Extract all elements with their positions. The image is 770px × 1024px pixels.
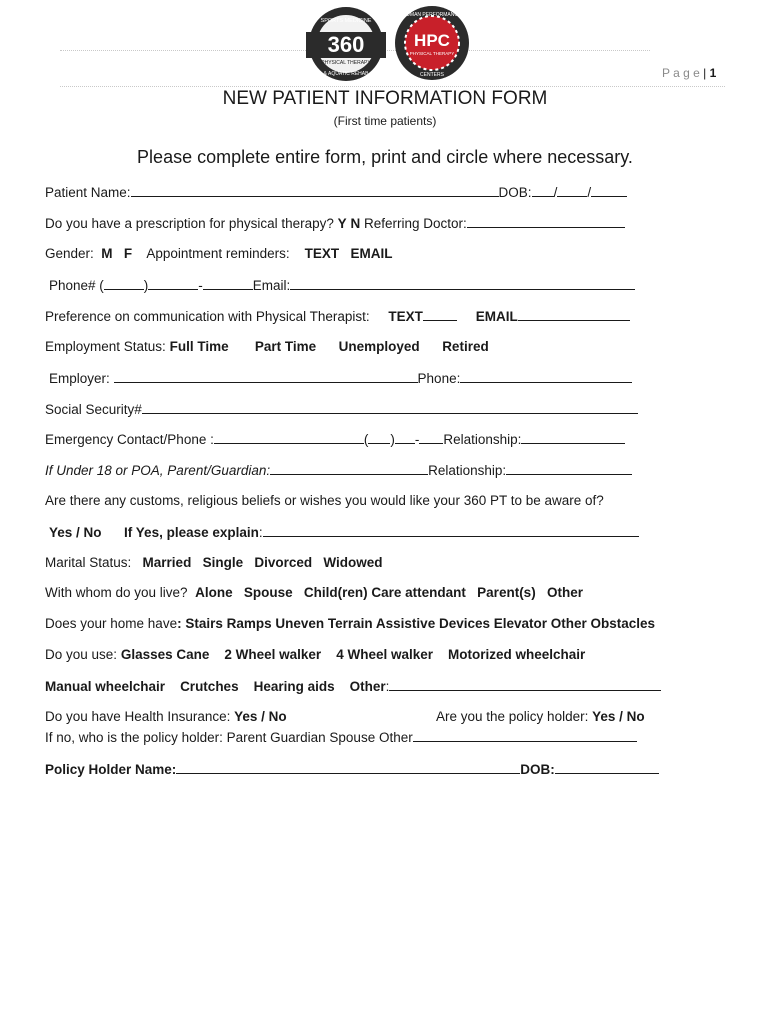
home-features-colon: : [177, 616, 182, 631]
ssn-label: Social Security# [45, 402, 142, 417]
insurance-yes-no[interactable]: Yes / No [234, 709, 287, 724]
emergency-dash: - [414, 432, 420, 447]
dob-month-field[interactable] [532, 184, 554, 197]
page-num: 1 [709, 66, 717, 80]
who-policy-holder-text: If no, who is the policy holder: Parent Guardian Spouse Other [45, 730, 413, 745]
emergency-contact-row [45, 431, 625, 447]
home-features-options[interactable]: Stairs Ramps Uneven Terrain Assistive Devices Elevator Other Obstacles [185, 616, 656, 631]
gender-f[interactable]: F [123, 246, 133, 261]
human-performance-hpc-logo [394, 4, 470, 82]
dob-sep: / [587, 185, 592, 200]
employment-full-time[interactable]: Full Time [169, 339, 229, 354]
form-instruction: Please complete entire form, print and circle where necessary. [137, 147, 633, 167]
aid-other[interactable]: Other [349, 679, 386, 694]
live-other[interactable]: Other [546, 585, 583, 600]
guardian-relationship-label: Relationship: [428, 463, 507, 478]
employer-row [49, 370, 632, 386]
live-with-label: With whom do you live? [45, 585, 188, 600]
logo-right-big: HPC [414, 31, 450, 50]
prescription-no[interactable]: N [350, 216, 361, 231]
prescription-question: Do you have a prescription for physical therapy? [45, 216, 334, 231]
pref-email-field[interactable] [518, 308, 630, 321]
aid-glasses-cane[interactable]: Glasses Cane [120, 647, 210, 662]
mobility-aids-row-2 [45, 678, 661, 694]
emergency-contact-field[interactable] [214, 431, 364, 444]
employer-phone-label: Phone: [417, 371, 461, 386]
guardian-field[interactable] [270, 462, 428, 475]
customs-yes-no[interactable]: Yes / No [49, 525, 102, 540]
aid-crutches[interactable]: Crutches [180, 679, 239, 694]
page-number: P a g e | 1 [662, 66, 717, 80]
policy-holder-dob-label: DOB: [520, 762, 555, 777]
dob-label: DOB: [498, 185, 532, 200]
pref-text-field[interactable] [423, 308, 457, 321]
communication-pref-row [45, 308, 630, 324]
guardian-label: If Under 18 or POA, Parent/Guardian: [45, 463, 271, 478]
emergency-paren: ) [390, 432, 395, 447]
appointment-reminders-label: Appointment reminders: [146, 246, 290, 261]
emergency-paren: ( [363, 432, 369, 447]
emergency-line-field[interactable] [419, 431, 443, 444]
employment-part-time[interactable]: Part Time [254, 339, 317, 354]
emergency-relationship-field[interactable] [521, 431, 625, 444]
marital-single[interactable]: Single [202, 555, 244, 570]
insurance-row [45, 709, 287, 724]
aid-other-colon: : [385, 679, 390, 694]
who-policy-holder-row [45, 729, 637, 745]
phone-paren: ) [143, 278, 149, 293]
employment-row [45, 339, 489, 354]
dob-year-field[interactable] [591, 184, 627, 197]
communication-pref-label: Preference on communication with Physical Therapist: [45, 309, 370, 324]
reminder-email[interactable]: EMAIL [350, 246, 393, 261]
header-rule-bottom [60, 86, 725, 87]
insurance-label: Do you have Health Insurance: [45, 709, 231, 724]
logo-left-top: SPORTS MEDICINE [320, 18, 372, 24]
explain-field[interactable] [263, 524, 639, 537]
aid-hearing-aids[interactable]: Hearing aids [253, 679, 335, 694]
employer-phone-field[interactable] [460, 370, 632, 383]
email-label: Email: [252, 278, 291, 293]
guardian-row [45, 462, 632, 478]
live-alone[interactable]: Alone [195, 585, 233, 600]
dob-sep: / [553, 185, 558, 200]
who-policy-holder-field[interactable] [413, 729, 637, 742]
employment-retired[interactable]: Retired [442, 339, 489, 354]
policy-holder-dob-field[interactable] [555, 761, 659, 774]
mobility-aids-row [45, 647, 585, 662]
marital-married[interactable]: Married [142, 555, 192, 570]
phone-email-row [49, 277, 635, 293]
emergency-prefix-field[interactable] [395, 431, 415, 444]
aid-4-wheel-walker[interactable]: 4 Wheel walker [336, 647, 433, 662]
aid-manual-wheelchair[interactable]: Manual wheelchair [45, 679, 166, 694]
aid-motorized-wheelchair[interactable]: Motorized wheelchair [448, 647, 586, 662]
home-features-label: Does your home have [45, 616, 178, 631]
phone-area-field[interactable] [104, 277, 144, 290]
prescription-yes[interactable]: Y [337, 216, 347, 231]
gender-label: Gender: [45, 246, 94, 261]
logo-left-mid: PHYSICAL THERAPY [321, 60, 371, 66]
employer-field[interactable] [114, 370, 418, 383]
form-subtitle: (First time patients) [333, 114, 437, 128]
ssn-field[interactable] [142, 401, 638, 414]
patient-name-field[interactable] [131, 184, 499, 197]
logo-right-top: HUMAN PERFORMANCE [402, 12, 462, 18]
employer-label: Employer: [49, 371, 110, 386]
ssn-row [45, 401, 638, 417]
logo-left-bottom: & AQUATIC REHAB [323, 71, 369, 77]
policy-holder-yes-no[interactable]: Yes / No [592, 709, 645, 724]
marital-divorced[interactable]: Divorced [254, 555, 313, 570]
policy-holder-question [436, 709, 645, 724]
phone-line-field[interactable] [203, 277, 253, 290]
emergency-contact-label: Emergency Contact/Phone : [45, 432, 214, 447]
customs-question: Are there any customs, religious beliefs or wishes you would like your 360 PT to be aware of? [45, 493, 604, 508]
form-title: NEW PATIENT INFORMATION FORM [222, 88, 548, 109]
dob-day-field[interactable] [557, 184, 587, 197]
policy-holder-label: Are you the policy holder: [436, 709, 589, 724]
marital-row [45, 555, 383, 570]
policy-holder-name-label: Policy Holder Name: [45, 762, 177, 777]
employment-unemployed[interactable]: Unemployed [338, 339, 420, 354]
emergency-area-field[interactable] [368, 431, 390, 444]
gender-row [45, 246, 392, 261]
phone-label: Phone# ( [49, 278, 104, 293]
emergency-relationship-label: Relationship: [443, 432, 522, 447]
gender-m[interactable]: M [101, 246, 113, 261]
live-parents[interactable]: Parent(s) [477, 585, 536, 600]
referring-doctor-field[interactable] [467, 215, 625, 228]
live-children-care[interactable]: Child(ren) Care attendant [303, 585, 466, 600]
live-with-row [45, 585, 583, 600]
logo-left-big: 360 [327, 32, 365, 57]
pref-text[interactable]: TEXT [388, 309, 423, 324]
referring-doctor-label: Referring Doctor: [363, 216, 467, 231]
policy-holder-name-row [45, 761, 659, 777]
aid-2-wheel-walker[interactable]: 2 Wheel walker [224, 647, 322, 662]
marital-label: Marital Status: [45, 555, 132, 570]
explain-label: If Yes, please explain [124, 525, 259, 540]
logo-right-mid: PHYSICAL THERAPY [409, 51, 455, 56]
sports-medicine-360-logo [302, 6, 390, 82]
phone-dash: - [198, 278, 203, 293]
email-field[interactable] [290, 277, 635, 290]
policy-holder-name-field[interactable] [176, 761, 520, 774]
page-label: P a g e [662, 66, 700, 80]
marital-widowed[interactable]: Widowed [323, 555, 383, 570]
home-features-row [45, 616, 655, 631]
mobility-aids-label: Do you use: [45, 647, 118, 662]
prescription-row [45, 215, 625, 231]
pref-email[interactable]: EMAIL [475, 309, 518, 324]
explain-colon: : [258, 525, 263, 540]
logo-right-bottom: CENTERS [420, 72, 444, 78]
phone-prefix-field[interactable] [148, 277, 198, 290]
reminder-text[interactable]: TEXT [304, 246, 340, 261]
guardian-relationship-field[interactable] [506, 462, 632, 475]
aid-other-field[interactable] [389, 678, 661, 691]
patient-name-row [45, 184, 627, 200]
patient-name-label: Patient Name: [45, 185, 131, 200]
explain-row [49, 524, 639, 540]
employment-label: Employment Status: [45, 339, 166, 354]
live-spouse[interactable]: Spouse [243, 585, 293, 600]
